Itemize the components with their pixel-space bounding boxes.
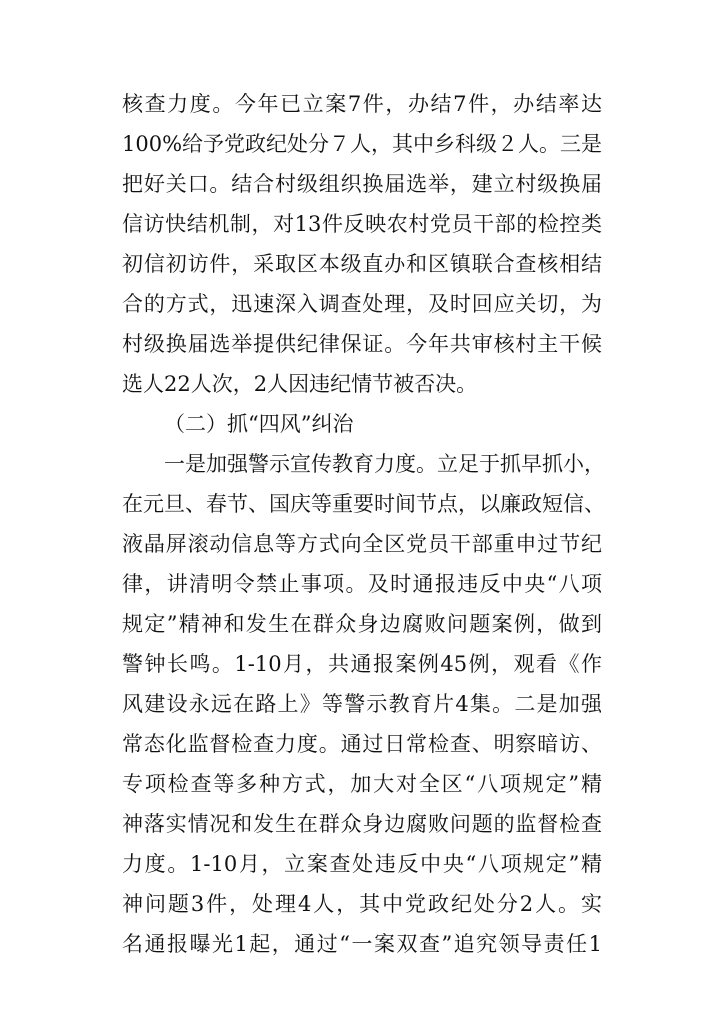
text-line: 核查力度。今年已立案7件，办结7件，办结率达 — [122, 92, 602, 116]
text-line: 常态化监督检查力度。通过日常检查、明察暗访、 — [122, 732, 602, 756]
text-line: 选人22人次，2人因违纪情节被否决。 — [122, 372, 478, 396]
text-line: 村级换届选举提供纪律保证。今年共审核村主干候 — [122, 332, 602, 356]
text-line: 神问题3件，处理4人，其中党政纪处分2人。实 — [122, 892, 602, 916]
body-text — [122, 84, 605, 964]
text-line: 一是加强警示宣传教育力度。立足于抓早抓小， — [164, 452, 605, 476]
text-line: 把好关口。结合村级组织换届选举，建立村级换届 — [122, 172, 602, 196]
text-line: 名通报曝光1起，通过“一案双查”追究领导责任1 — [122, 932, 602, 956]
text-line: 液晶屏滚动信息等方式向全区党员干部重申过节纪 — [122, 532, 602, 556]
text-line: 100%给予党政纪处分７人，其中乡科级２人。三是 — [122, 132, 603, 156]
text-line: 律，讲清明令禁止事项。及时通报违反中央“八项 — [122, 572, 602, 596]
text-line: 风建设永远在路上》等警示教育片4集。二是加强 — [122, 692, 602, 716]
text-line: 警钟长鸣。1-10月，共通报案例45例，观看《作 — [122, 652, 602, 676]
text-line: 在元旦、春节、国庆等重要时间节点，以廉政短信、 — [122, 492, 605, 516]
text-line: 专项检查等多种方式，加大对全区“八项规定”精 — [122, 772, 602, 796]
text-line: 信访快结机制，对13件反映农村党员干部的检控类 — [122, 212, 602, 236]
text-line: 力度。1-10月，立案查处违反中央“八项规定”精 — [122, 852, 602, 876]
text-line: 初信初访件，采取区本级直办和区镇联合查核相结 — [122, 252, 602, 276]
text-line: 规定”精神和发生在群众身边腐败问题案例，做到 — [122, 612, 602, 636]
text-line: 合的方式，迅速深入调查处理，及时回应关切，为 — [122, 292, 602, 316]
section-heading: （二）抓“四风”纠治 — [164, 412, 354, 436]
text-line: 神落实情况和发生在群众身边腐败问题的监督检查 — [122, 812, 602, 836]
